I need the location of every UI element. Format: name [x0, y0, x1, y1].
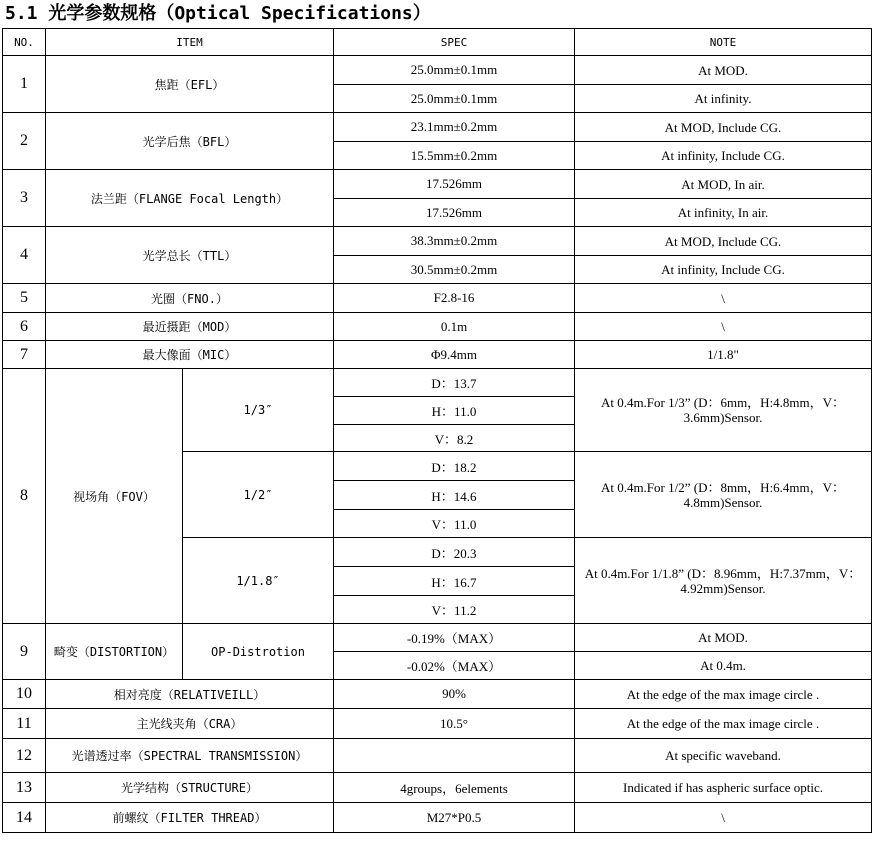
spec-value: Φ9.4mm	[334, 341, 575, 369]
spec-value: F2.8-16	[334, 284, 575, 313]
spec-value: 38.3mm±0.2mm	[334, 227, 575, 256]
spec-value: 30.5mm±0.2mm	[334, 256, 575, 284]
item-name: 光圈（FNO.）	[46, 284, 334, 313]
row-number: 9	[3, 624, 46, 680]
spec-value: 4groups，6elements	[334, 773, 575, 803]
table-row	[3, 369, 872, 397]
row-number: 11	[3, 709, 46, 739]
distortion-type: OP-Distrotion	[183, 624, 334, 680]
table-row	[3, 803, 872, 833]
header-item: ITEM	[46, 29, 334, 56]
spec-value: 25.0mm±0.1mm	[334, 85, 575, 113]
fov-diagonal: D：20.3	[334, 538, 575, 567]
item-name: 前螺纹（FILTER THREAD）	[46, 803, 334, 833]
fov-horizontal: H：14.6	[334, 481, 575, 510]
row-number: 6	[3, 313, 46, 341]
table-row	[3, 56, 872, 85]
item-name: 光学结构（STRUCTURE）	[46, 773, 334, 803]
spec-value: 90%	[334, 680, 575, 709]
note-value: At MOD.	[575, 624, 872, 652]
item-name: 相对亮度（RELATIVEILL）	[46, 680, 334, 709]
note-value: At specific waveband.	[575, 739, 872, 773]
fov-diagonal: D：13.7	[334, 369, 575, 397]
item-name: 主光线夹角（CRA）	[46, 709, 334, 739]
sensor-size: 1/3″	[183, 369, 334, 452]
note-value: \	[575, 284, 872, 313]
table-row	[3, 341, 872, 369]
item-name: 光谱透过率（SPECTRAL TRANSMISSION）	[46, 739, 334, 773]
row-number: 1	[3, 56, 46, 113]
fov-horizontal: H：16.7	[334, 567, 575, 596]
sensor-size: 1/2″	[183, 452, 334, 538]
spec-value: -0.19%（MAX）	[334, 624, 575, 652]
spec-value: 17.526mm	[334, 170, 575, 199]
spec-value: 0.1m	[334, 313, 575, 341]
fov-diagonal: D：18.2	[334, 452, 575, 481]
header-no: NO.	[3, 29, 46, 56]
note-value: \	[575, 803, 872, 833]
spec-value: 25.0mm±0.1mm	[334, 56, 575, 85]
note-value: At the edge of the max image circle .	[575, 709, 872, 739]
item-name: 法兰距（FLANGE Focal Length）	[46, 170, 334, 227]
note-value: At 0.4m.For 1/3” (D：6mm，H:4.8mm，V：3.6mm)Sensor.	[575, 369, 872, 452]
row-number: 2	[3, 113, 46, 170]
fov-vertical: V：11.0	[334, 510, 575, 538]
table-row	[3, 313, 872, 341]
note-value: 1/1.8"	[575, 341, 872, 369]
item-name: 光学后焦（BFL）	[46, 113, 334, 170]
spec-value: M27*P0.5	[334, 803, 575, 833]
spec-value: 17.526mm	[334, 199, 575, 227]
row-number: 3	[3, 170, 46, 227]
table-row	[3, 624, 872, 652]
table-row	[3, 680, 872, 709]
note-value: Indicated if has aspheric surface optic.	[575, 773, 872, 803]
note-value: At infinity, In air.	[575, 199, 872, 227]
spec-value: 10.5°	[334, 709, 575, 739]
note-value: At 0.4m.	[575, 652, 872, 680]
table-row	[3, 113, 872, 142]
note-value: At 0.4m.For 1/2” (D：8mm，H:6.4mm，V：4.8mm)Sensor.	[575, 452, 872, 538]
spec-value: 23.1mm±0.2mm	[334, 113, 575, 142]
section-title: 5.1 光学参数规格（Optical Specifications）	[5, 3, 431, 24]
note-value: \	[575, 313, 872, 341]
spec-value: -0.02%（MAX）	[334, 652, 575, 680]
item-name: 焦距（EFL）	[46, 56, 334, 113]
fov-horizontal: H：11.0	[334, 397, 575, 425]
row-number: 7	[3, 341, 46, 369]
table-row	[3, 773, 872, 803]
fov-vertical: V：11.2	[334, 596, 575, 624]
note-value: At MOD, Include CG.	[575, 113, 872, 142]
note-value: At MOD.	[575, 56, 872, 85]
table-row	[3, 739, 872, 773]
item-name: 最大像面（MIC）	[46, 341, 334, 369]
row-number: 13	[3, 773, 46, 803]
table-row	[3, 227, 872, 256]
header-spec: SPEC	[334, 29, 575, 56]
table-row	[3, 170, 872, 199]
item-name: 最近摄距（MOD）	[46, 313, 334, 341]
table-header-row	[3, 29, 872, 56]
row-number: 5	[3, 284, 46, 313]
row-number: 4	[3, 227, 46, 284]
item-name: 视场角（FOV）	[46, 369, 183, 624]
note-value: At the edge of the max image circle .	[575, 680, 872, 709]
note-value: At infinity, Include CG.	[575, 256, 872, 284]
table-row	[3, 284, 872, 313]
fov-vertical: V：8.2	[334, 425, 575, 452]
optical-spec-table	[2, 28, 872, 833]
note-value: At 0.4m.For 1/1.8” (D：8.96mm，H:7.37mm，V：4.92mm)Sensor.	[575, 538, 872, 624]
note-value: At infinity, Include CG.	[575, 142, 872, 170]
item-name: 光学总长（TTL）	[46, 227, 334, 284]
spec-value	[334, 739, 575, 773]
sensor-size: 1/1.8″	[183, 538, 334, 624]
note-value: At infinity.	[575, 85, 872, 113]
header-note: NOTE	[575, 29, 872, 56]
note-value: At MOD, In air.	[575, 170, 872, 199]
note-value: At MOD, Include CG.	[575, 227, 872, 256]
table-row	[3, 709, 872, 739]
row-number: 8	[3, 369, 46, 624]
row-number: 12	[3, 739, 46, 773]
item-name: 畸变（DISTORTION）	[46, 624, 183, 680]
row-number: 10	[3, 680, 46, 709]
spec-value: 15.5mm±0.2mm	[334, 142, 575, 170]
row-number: 14	[3, 803, 46, 833]
